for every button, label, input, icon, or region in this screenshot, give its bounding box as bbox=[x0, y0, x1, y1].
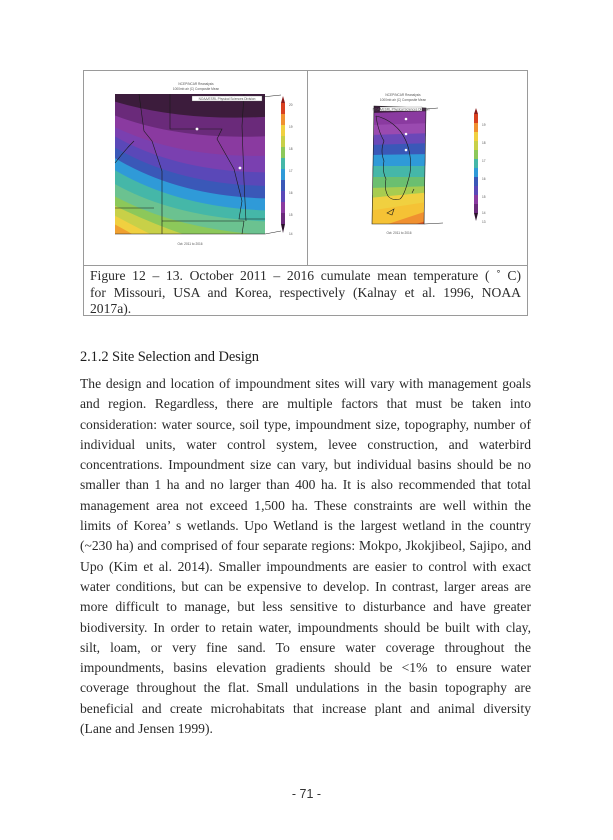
paragraph-line: Upo (Kim et al. 2014). Smaller impoundments are easier to control with exact bbox=[80, 558, 531, 574]
caption-line: Figure 12 – 13. October 2011 – 2016 cumulate mean temperature ( ˚ C) bbox=[90, 268, 521, 283]
paragraph-line: and region. Regardless, there are multiple factors that must be taken into bbox=[80, 396, 531, 412]
figure-images bbox=[84, 71, 527, 266]
map-title-2: 1000mb air (C) Composite Mean bbox=[172, 87, 220, 91]
colorbar bbox=[262, 95, 293, 236]
svg-text:18: 18 bbox=[289, 147, 293, 151]
map-title-1: NCEP/NCAR Reanalysis bbox=[385, 93, 421, 97]
svg-text:14: 14 bbox=[289, 232, 293, 236]
map-credit: NOAA/ESRL Physical Sciences Division bbox=[198, 97, 256, 101]
figure-caption bbox=[90, 268, 521, 318]
svg-text:16: 16 bbox=[289, 191, 293, 195]
caption-line: 2017a). bbox=[90, 301, 132, 316]
svg-text:19: 19 bbox=[482, 123, 486, 127]
colorbar bbox=[424, 108, 486, 224]
paragraph-line: limits of Korea’ s wetlands. Upo Wetland is the largest wetland in the country bbox=[80, 518, 531, 534]
paragraph-line: individual units, water control system, levee construction, and waterbird bbox=[80, 436, 531, 452]
map-date-range: Oct: 2011 to 2016 bbox=[177, 242, 203, 246]
svg-text:19: 19 bbox=[289, 125, 293, 129]
paragraph-line: concentrations. Impoundment size can vary, but individual basins should be no bbox=[80, 457, 531, 473]
paragraph-line: impoundments, basins elevation gradients should be <1% to ensure water bbox=[80, 660, 531, 676]
svg-text:17: 17 bbox=[482, 159, 486, 163]
page-number: - 71 - bbox=[291, 787, 322, 801]
svg-text:18: 18 bbox=[482, 141, 486, 145]
paragraph-line: biodiversity. In order to retain water, impoundments should be built with clay, bbox=[80, 619, 531, 635]
map-title-1: NCEP/NCAR Reanalysis bbox=[178, 82, 214, 86]
svg-text:14: 14 bbox=[482, 211, 486, 215]
figure-box bbox=[83, 70, 528, 316]
svg-text:20: 20 bbox=[289, 103, 293, 107]
svg-text:16: 16 bbox=[482, 177, 486, 181]
paragraph-line: coverage throughout the flat. Small undulations in the basin topography are bbox=[80, 680, 531, 696]
paragraph-line: water conditions, but can be expensive to develop. In contrast, larger areas are bbox=[80, 578, 531, 594]
svg-text:17: 17 bbox=[289, 169, 293, 173]
caption-line: for Missouri, USA and Korea, respectively (Kalnay et al. 1996, NOAA bbox=[90, 284, 521, 300]
paragraph-line: The design and location of impoundment sites will vary with management goals bbox=[80, 376, 531, 391]
paragraph-line: management area not exceed 1,500 ha. These constraints are well within the bbox=[80, 497, 531, 513]
svg-text:15: 15 bbox=[482, 195, 486, 199]
paragraph-line: more difficult to manage, but less sensitive to disturbance and have greater bbox=[80, 599, 531, 615]
temperature-contours bbox=[368, 101, 433, 231]
missouri-temperature-map bbox=[84, 71, 308, 265]
paragraph-line: beneficial and create microhabitats that increase plant and animal diversity bbox=[80, 700, 531, 716]
korea-temperature-map bbox=[308, 71, 528, 265]
paragraph-line: consideration: water source, soil type, impoundment size, topography, number of bbox=[80, 416, 531, 432]
svg-text:15: 15 bbox=[289, 213, 293, 217]
paragraph-line: smaller than 1 ha and no larger than 400 ha. It is also recommended that total bbox=[80, 477, 531, 493]
map-credit: NOAA/ESRL Physical Sciences Division bbox=[372, 107, 430, 112]
map-title-2: 1000mb air (C) Composite Mean bbox=[379, 98, 427, 102]
section-heading: 2.1.2 Site Selection and Design bbox=[80, 349, 259, 365]
paragraph-line: (~230 ha) and comprised of four separate regions: Mokpo, Jkokjibeol, Sajipo, and bbox=[80, 538, 531, 554]
temperature-contours bbox=[84, 91, 308, 265]
svg-text:13: 13 bbox=[482, 220, 486, 224]
paragraph-line: (Lane and Jensen 1999). bbox=[80, 721, 213, 737]
paragraph-line: silt, loam, or very fine sand. To ensure water coverage throughout the bbox=[80, 639, 531, 655]
map-date-range: Oct: 2011 to 2016 bbox=[386, 231, 412, 235]
body-paragraph bbox=[80, 374, 531, 739]
